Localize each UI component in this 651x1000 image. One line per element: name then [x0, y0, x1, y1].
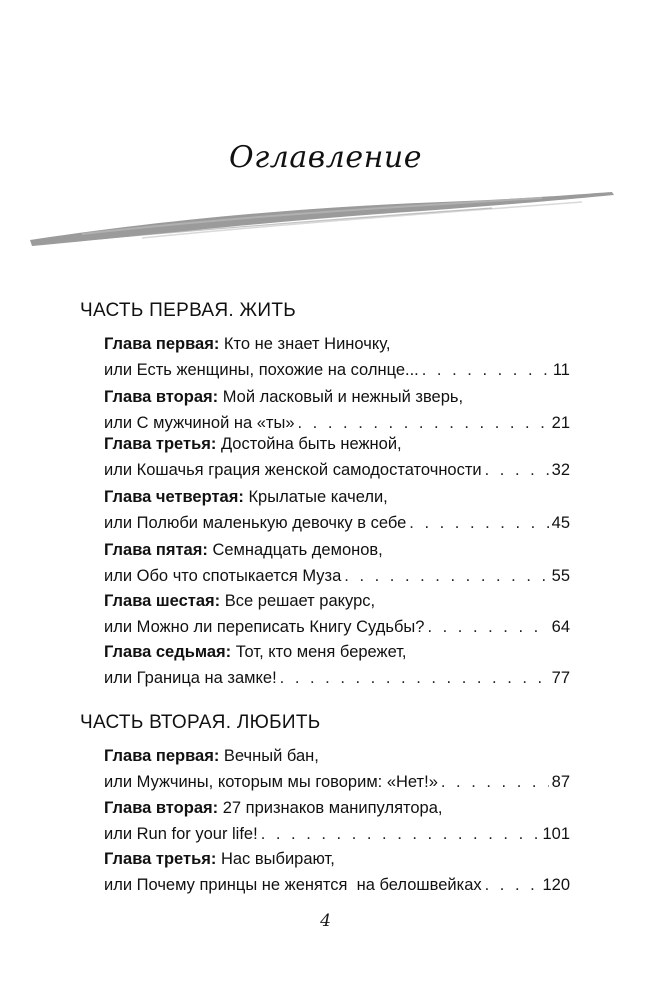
page-number-ref: 45 — [551, 514, 570, 532]
toc-entry[interactable] — [104, 484, 570, 536]
page-number-ref: 21 — [551, 414, 570, 432]
chapter-subtitle: или Run for your life! — [104, 825, 258, 843]
page-number: 4 — [320, 911, 331, 931]
chapter-subtitle: или Почему принцы не женятся на белошвейках — [104, 876, 482, 894]
page-number-ref: 77 — [551, 669, 570, 687]
page-number-ref: 101 — [542, 825, 570, 843]
chapter-title: Крылатые качели, — [248, 488, 388, 506]
dot-leader — [344, 563, 548, 589]
chapter-subtitle: или С мужчиной на «ты» — [104, 414, 295, 432]
chapter-label: Глава четвертая: — [104, 488, 244, 506]
chapter-subtitle: или Есть женщины, похожие на солнце... — [104, 361, 419, 379]
toc-entry[interactable] — [104, 431, 570, 483]
chapter-subtitle: или Мужчины, которым мы говорим: «Нет!» — [104, 773, 438, 791]
dot-leader — [485, 872, 540, 898]
page-number-ref: 87 — [551, 773, 570, 791]
page-number-ref: 32 — [551, 461, 570, 479]
chapter-subtitle: или Обо что спотыкается Муза — [104, 567, 342, 585]
chapter-label: Глава третья: — [104, 850, 217, 868]
toc-heading: Оглавление — [229, 140, 422, 175]
chapter-title: Семнадцать демонов, — [212, 541, 383, 559]
chapter-subtitle: или Можно ли переписать Книгу Судьбы? — [104, 618, 425, 636]
toc-entry[interactable] — [104, 384, 570, 436]
chapter-label: Глава вторая: — [104, 799, 219, 817]
toc-entry[interactable] — [104, 639, 570, 691]
dot-leader — [422, 357, 550, 383]
chapter-title: Нас выбирают, — [220, 850, 335, 868]
chapter-title: Вечный бан, — [223, 747, 319, 765]
toc-entry[interactable] — [104, 743, 570, 795]
part-title: ЧАСТЬ ПЕРВАЯ. ЖИТЬ — [80, 300, 297, 321]
chapter-title: Мой ласковый и нежный зверь, — [222, 388, 464, 406]
chapter-label: Глава первая: — [104, 747, 220, 765]
brush-stroke-divider — [22, 178, 622, 258]
toc-entry[interactable] — [104, 795, 570, 847]
chapter-title: Все решает ракурс, — [224, 592, 376, 610]
chapter-title: Тот, кто меня бережет, — [235, 643, 407, 661]
toc-entry[interactable] — [104, 537, 570, 589]
toc-entry[interactable] — [104, 331, 570, 383]
toc-entry[interactable] — [104, 588, 570, 640]
chapter-label: Глава первая: — [104, 335, 220, 353]
dot-leader — [261, 821, 540, 847]
page-number-ref: 120 — [542, 876, 570, 894]
dot-leader — [280, 665, 549, 691]
part-title: ЧАСТЬ ВТОРАЯ. ЛЮБИТЬ — [80, 712, 321, 733]
page-number-ref: 55 — [551, 567, 570, 585]
chapter-label: Глава седьмая: — [104, 643, 232, 661]
chapter-label: Глава шестая: — [104, 592, 221, 610]
toc-entry[interactable] — [104, 846, 570, 898]
chapter-subtitle: или Кошачья грация женской самодостаточности — [104, 461, 482, 479]
dot-leader — [485, 457, 549, 483]
chapter-title: 27 признаков манипулятора, — [222, 799, 443, 817]
dot-leader — [409, 510, 548, 536]
dot-leader — [441, 769, 549, 795]
dot-leader — [427, 614, 548, 640]
chapter-subtitle: или Граница на замке! — [104, 669, 277, 687]
chapter-title: Кто не знает Ниночку, — [223, 335, 391, 353]
page-number-ref: 11 — [552, 361, 570, 379]
chapter-label: Глава третья: — [104, 435, 217, 453]
page-number-ref: 64 — [551, 618, 570, 636]
chapter-subtitle: или Полюби маленькую девочку в себе — [104, 514, 407, 532]
chapter-label: Глава пятая: — [104, 541, 208, 559]
chapter-label: Глава вторая: — [104, 388, 219, 406]
chapter-title: Достойна быть нежной, — [220, 435, 402, 453]
